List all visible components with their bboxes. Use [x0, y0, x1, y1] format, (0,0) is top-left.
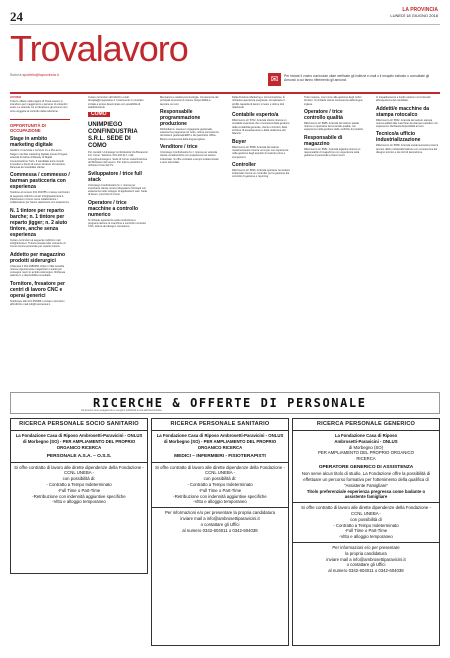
column-3: [160, 96, 220, 165]
job-title: Tornitore, fresatore per centri di lavoro CNC e operai generici: [10, 280, 65, 299]
ad-role: MEDICI – INFERMIERI - FISIOTERAPISTI: [174, 453, 266, 459]
publication-info: [390, 7, 438, 18]
job-text: Della divisione Marketing e Comunicazione. È richiesta esperienza pregressa. Completano il profilo capacità di lavoro in team e ottime doti relazionali.: [232, 96, 285, 109]
como-tag: COMO: [88, 112, 110, 117]
ad-line: con possibilità di: [350, 516, 382, 522]
ad-contact: inviare mail a info@ambrosettiparavicini.it: [326, 556, 406, 562]
ad-org: PER AMPLIAMENTO DEL PROPRIO ORGANICO: [318, 450, 414, 456]
job-title: Commessa / commesso / barman pasticceria con esperienza: [10, 172, 70, 191]
page-number: 24: [10, 9, 23, 24]
column-1: [10, 96, 70, 307]
ad-heading: RICERCA PERSONALE GENERICO: [293, 419, 439, 431]
job-text: Tutto insieme, così come alla gestione degli ordini fornitori. Si richiede ottima conoscenza della lingua inglese.: [304, 96, 363, 106]
job-text: Stage in ambito marketing digitale presso Progest, azienda fornitrice di Beauty di Digital Comunicazione Turin. Il candidato avrà compiti innovativi a bordo di nuove strutture di business. Ricevuta del candidato cliente.: [10, 152, 68, 170]
title-word-2: lavoro: [95, 28, 188, 69]
byline-prefix: Scrivi a: [10, 73, 23, 77]
job-title: Addetto per magazzino prodotti siderurgici: [10, 251, 66, 264]
ad-contact: o contattare gli Uffici: [200, 521, 240, 527]
job-title: Operatore / trice macchine a controllo numerico: [88, 199, 139, 218]
ad-role: OPERATORE GENERICO DI ASSISTENZA: [318, 465, 414, 471]
job-title: Tecnico/a ufficio industrializzazione: [376, 131, 421, 144]
ad-line: con possibilità di:: [203, 476, 237, 482]
ad-desc: Non serve alcun titolo di studio. La Fondazione offre la possibilità di effettuare un percorso formativo per l'ottenimento della qualifica di "Assistente Famigliare": [301, 471, 431, 488]
job-title: Contabile esperto/a: [232, 112, 279, 119]
byline-email-link[interactable]: sportello@laprovincia.it: [22, 73, 59, 77]
notice-text: Per inviare il vostro curriculum vitae verificate gli indirizzi e-mail o il recapito indicato o consultate gli Annunci a cui fanno riferimento gli annunci.: [284, 74, 430, 83]
ad-line: -Retribuzione con indennità aggiuntive specifiche: [32, 493, 126, 499]
job-text: Meccanica e relativa terminologia. Conoscenza dei principali strumenti di misura. Disponibilità a lavorare su turni.: [160, 96, 219, 106]
intro-text: Tutte le offerte nelle pagine di Trova Lavoro si intendono per maggiorenni e persone di entrambi i sessi. Le aziende cui si riferiscono gli annunci non sono soggette al controllo della redazione.: [10, 99, 68, 113]
job-title: Sviluppatore / trice full stack: [88, 170, 142, 183]
ad-line: -Full Time o Part-Time: [344, 528, 388, 534]
job-title: Addetti/e macchine da stampa rotocalco: [376, 105, 430, 118]
ad-socio-sanitario: [10, 418, 148, 574]
ad-line: -Vitto e alloggio temporaneo: [52, 499, 106, 505]
job-title: Controller: [232, 161, 256, 168]
job-text: Riferimento LF 5698. Azienda del settore metalmeccanico ricerca un buyer con esperienza nella gestione degli acquisti di materie prime e componenti.: [232, 145, 289, 159]
column-2: [88, 96, 148, 229]
column-5: [304, 96, 364, 158]
job-text: Riferimento LF 5702. Azienda cliente ricerca un contabile esperto/a che si occuperà della gestione della contabilità generale, clienti e fornitori, delle scritture di assestamento e della redazione del bilancio.: [232, 119, 290, 136]
job-text: Riferimento LF 5662. Azienda del settore stampa ricerca addetti alle macchine da stampa rotocalco con esperienza. Richiesta disponibilità ai turni.: [376, 118, 438, 129]
column-6: [376, 96, 440, 155]
header-divider: [10, 24, 440, 25]
ad-line: -Retribuzione con indennità aggiuntive specifiche: [173, 493, 267, 499]
ad-heading: RICERCA PERSONALE SOCIO SANITARIO: [11, 419, 147, 431]
job-text: Giudizio / Intervista o scrivere Cv a Mi-Lecco.: [10, 149, 63, 153]
ad-contact: Per informazioni e/o per presentare: [332, 545, 400, 551]
ad-line: Si offre contratto di lavoro alle dirette dipendenze della Fondazione - CCNL UNEBA -: [155, 464, 285, 476]
job-text: Inviare curriculum all'indirizzo email: famiglia@progressive.it. Inserimento in contratto iniziale a tempo determinato con possibilità di stabilizzazione.: [88, 96, 144, 109]
classifieds-banner: [10, 392, 440, 414]
job-title: Buyer: [232, 138, 247, 145]
job-text: Si richiede esperienza nella conduzione e programmazione di macchine a controllo numerico CNC, lettura del disegno meccanico.: [88, 218, 147, 229]
ad-line: -Vitto e alloggio temporaneo: [193, 499, 247, 505]
ad-desc: Titolo preferenziale esperienza pregressa come badante o assistente famigliare: [306, 488, 426, 500]
ad-contact: inviare mail a info@ambrosettiparavicini.it: [180, 516, 260, 522]
ad-contact: la propria candidatura: [345, 550, 387, 556]
job-text: Telefonare allo 031.452386 o inviare curriculum all'indirizzo mail info@meccanica.it.: [10, 299, 65, 307]
job-title: Stage in ambito marketing digitale: [10, 136, 53, 149]
notice-box: [268, 72, 440, 89]
job-text: Per contatti: Unimpiego Confindustria Via Bonanomi 1/d, Como. Telefono: 031.234.417, mail: como@unimpiego.it. Sede di Como. Autorizzazione del Ministero del Lavoro. Per tutte le posizioni è richiesto l'invio del CV.: [88, 151, 148, 168]
ad-sanitario: [151, 418, 289, 646]
ad-contact: al numero 0342-604011 o 0342-604038: [182, 527, 258, 533]
job-text: Unimpiego Confindustria S.r.l. ricerca per azienda cliente venditore/trice con esperienza nel settore industriale. Si offre contratto a tempo indeterminato e auto aziendale.: [160, 151, 219, 164]
job-title: Venditore / trice: [160, 144, 198, 151]
job-text: Riferimento LF 5694. Azienda operante nel settore industriale ricerca un controller per la gestione del controllo di gestione e reporting.: [232, 168, 290, 179]
publication-date: LUNEDÌ 18 GIUGNO 2018: [390, 13, 438, 18]
job-text: Riferimento LF 5685. Azienda del settore tessile ricerca un operatore del controllo qualità, con esperienza nella gestione delle verifiche di prodotto.: [304, 121, 364, 132]
banner-subtitle: Gli annunci sono a pagamento e vengono pubblicati a cura dell'inserzionista: [81, 409, 162, 412]
job-text: Richiediamo: Laurea in ingegneria gestionale, esperienza pregressa nel ruolo, ottima conoscenza dei sistemi gestionali ERP e del pacchetto Office. Buona conoscenza della lingua inglese.: [160, 127, 219, 141]
ad-line: Si offre contratto di lavoro alle dirette dipendenze della Fondazione - CCNL UNEBA -: [301, 505, 431, 517]
job-title: Responsabile di magazzino: [304, 134, 343, 147]
column-4: [232, 96, 292, 179]
section-divider: [10, 92, 440, 94]
ad-line: Si offre contratto di lavoro alle dirette dipendenze della Fondazione - CCNL UNEBA -: [14, 464, 144, 476]
job-title: Responsabile programmazione produzione: [160, 108, 201, 127]
ad-contact: al numero 0342-604011 o 0342-604038: [328, 568, 404, 574]
byline: [10, 73, 59, 77]
ad-line: - Contratto a Tempo Indeterminato: [333, 522, 399, 528]
ad-org: Ambrosetti-Paravicini - ONLUS: [334, 438, 398, 444]
ad-line: -Full Time o Part-Time: [198, 487, 242, 493]
job-text: Unimpiego Confindustria S.r.l. ricerca per importante cliente uno/a sviluppatore full stack con esperienza nello sviluppo di applicazioni web. Sede di lavoro: provincia di Como.: [88, 183, 148, 197]
ad-line: -Full Time o Part-Time: [57, 487, 101, 493]
job-title: Operatore / trice controllo qualità: [304, 108, 343, 121]
ad-contact: o contattare gli Uffici: [346, 562, 386, 568]
ad-org: RICERCA: [356, 456, 376, 462]
job-text: Riferimento LF 5658. Azienda metalmeccanica ricerca tecnico ufficio industrializzazione con conoscenza del disegno tecnico e dei cicli di lavorazione.: [376, 144, 439, 155]
job-text: Inviare curriculum al seguente indirizzo mail info@tintoria.it. Tintoria situata nelle vicinanze di Como ricerca personale per reparto tintoria.: [10, 238, 66, 249]
ad-generico: [292, 418, 440, 646]
job-title: N. 1 tintore per reparto barche; n. 1 tintore per reparto jigger; n. 2 aiuto tintore, anche senza esperienza: [10, 207, 68, 238]
section-title: [10, 27, 188, 71]
title-word-1: Trova: [10, 28, 96, 69]
banner-title: RICERCHE & OFFERTE DI PERSONALE: [93, 396, 367, 410]
company-heading: UNIMPIEGO CONFINDUSTRIA S.R.L. SEDE DI COMO: [88, 122, 138, 150]
publication-name: LA PROVINCIA: [402, 7, 438, 13]
job-text: Chiamare il 031.2686384. Ditta in Villa Guardia ricerca urgentemente magazzieri e autisti per consegne merci in ambito siderurgico. Richiesta patente C e disponibilità immediata.: [10, 264, 66, 278]
ad-contact: Per informazioni e/o per presentare la propria candidatura: [164, 510, 276, 516]
job-text: Telefono al numero 031.262785 o inviare curriculum al seguente indirizzo email: info@pasticceria.it. Pasticceria in Como cerca collaboratrice / collaboratore per banco pasticceria con esperienza.: [10, 191, 70, 205]
ad-line: - Contratto a Tempo Indeterminato: [46, 482, 112, 488]
ad-heading: RICERCA PERSONALE SANITARIO: [152, 419, 288, 431]
opportunities-heading: OPPORTUNITÀ DI OCCUPAZIONE: [10, 123, 46, 134]
job-text: Riferimento LF 5681. Azienda logistica ricerca un responsabile di magazzino con esperienza nella gestione di personale e flussi merci.: [304, 147, 361, 158]
ad-line: - Contratto a Tempo Indeterminato: [187, 482, 253, 488]
intro-label: AVVISO: [10, 95, 22, 99]
ad-role: PERSONALE A.S.A. – O.S.S.: [46, 453, 112, 459]
ad-org: La Fondazione Casa di Riposo Ambrosetti-Paravicini - ONLUS di Morbegno (SO) - PER AMPLIAMENTO DEL PROPRIO ORGANICO RICERCA: [156, 433, 284, 450]
ad-line: con possibilità di:: [62, 476, 96, 482]
ad-org: La Fondazione Casa di Riposo: [334, 433, 398, 438]
ad-org: La Fondazione Casa di Riposo Ambrosetti-Paravicini - ONLUS di Morbegno (SO) - PER AMPLIAMENTO DEL PROPRIO ORGANICO RICERCA: [15, 433, 143, 450]
job-text: In inquadramento e livello saranno commisurati all'esperienza del candidato.: [376, 96, 431, 103]
mail-icon: ✉: [268, 73, 281, 86]
ad-line: -Vitto e alloggio temporaneo: [339, 534, 393, 540]
ad-org: di Morbegno (SO): [348, 444, 384, 450]
